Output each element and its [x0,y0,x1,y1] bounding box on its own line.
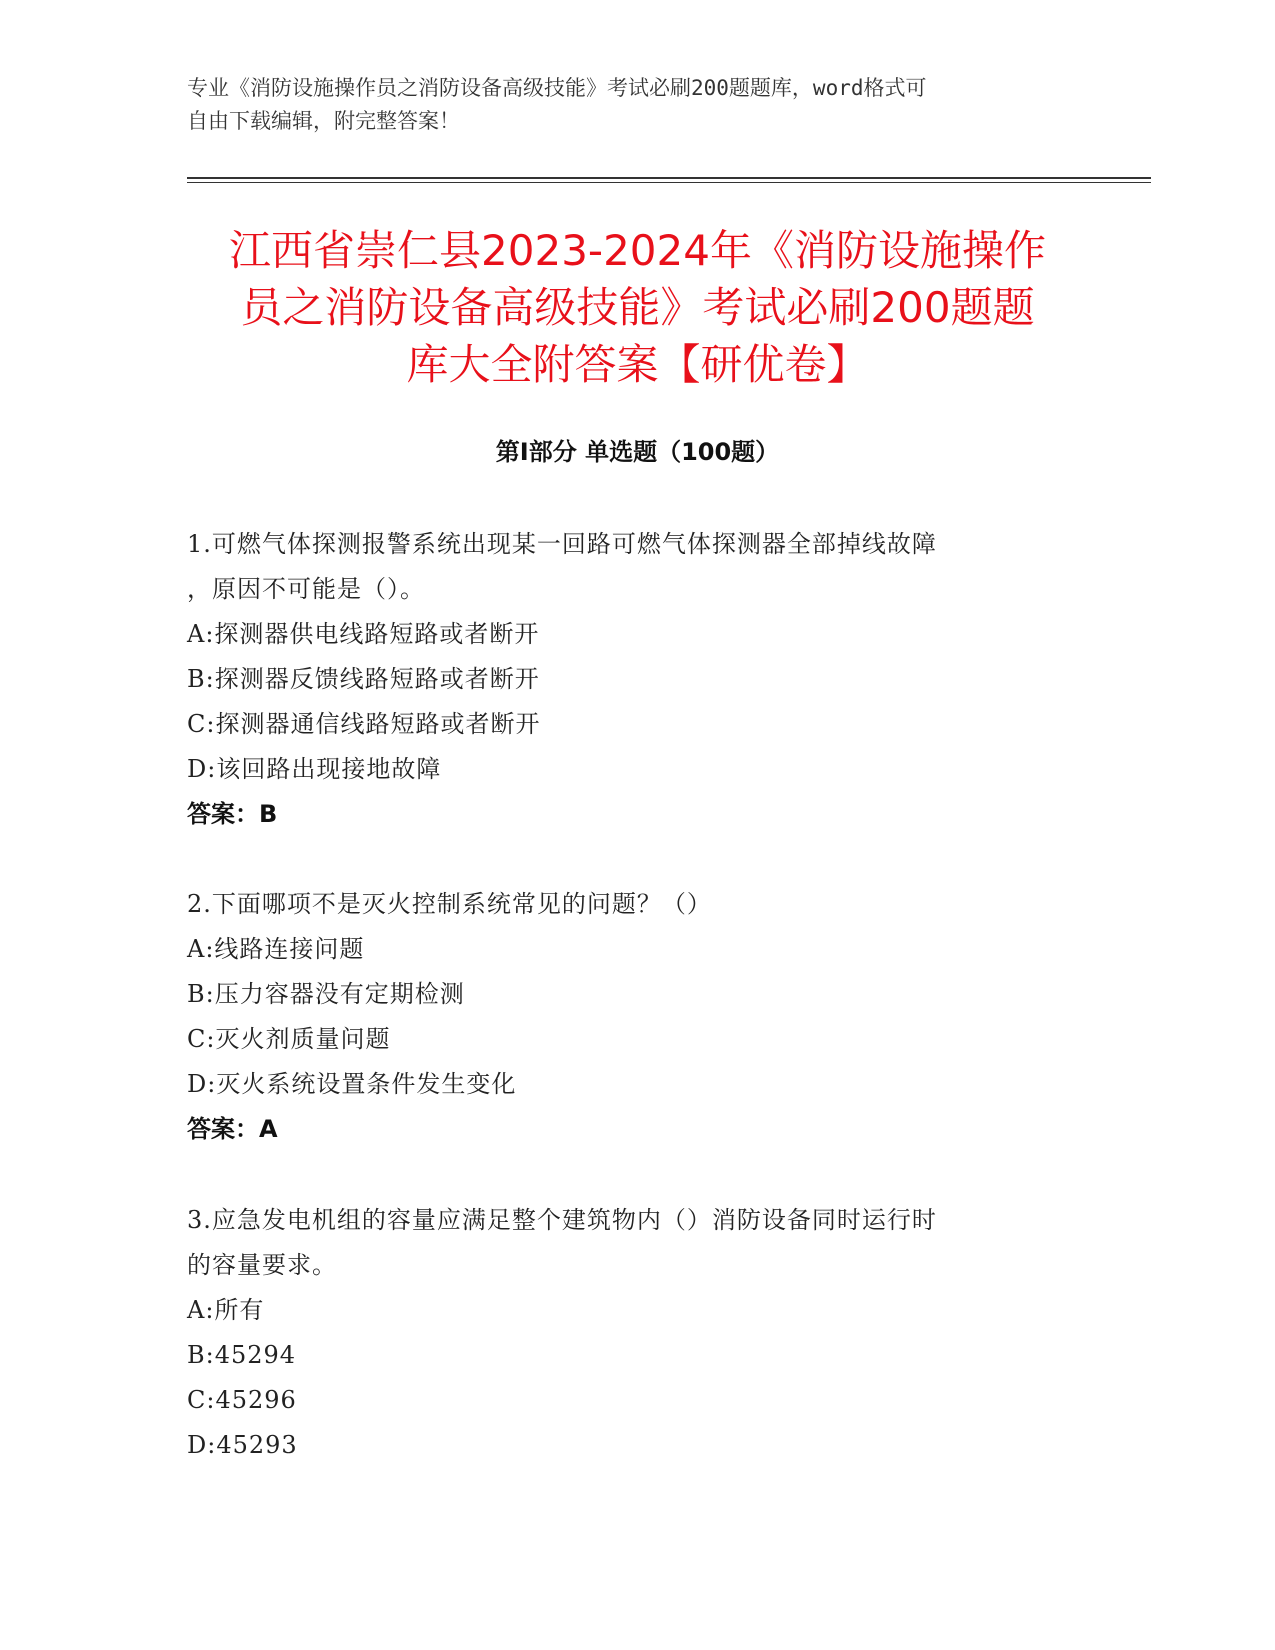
option-d: D:45293 [187,1431,298,1459]
header-note-line-2: 自由下载编辑，附完整答案！ [187,109,460,133]
question-stem-continued: 的容量要求。 [187,1251,337,1279]
option-a: A:所有 [187,1296,265,1324]
question-block [187,522,1087,837]
option-c: C:45296 [187,1386,297,1414]
document-header-note [187,72,1067,138]
option-d: D:灭火系统设置条件发生变化 [187,1070,517,1098]
option-c: C:灭火剂质量问题 [187,1025,391,1053]
option-b: B:探测器反馈线路短路或者断开 [187,665,540,693]
option-b: B:45294 [187,1341,297,1369]
title-line-2: 员之消防设备高级技能》考试必刷200题题 [240,283,1035,332]
question-stem-continued: ，原因不可能是（）。 [187,575,425,603]
option-d: D:该回路出现接地故障 [187,755,442,783]
question-stem: 1.可燃气体探测报警系统出现某一回路可燃气体探测器全部掉线故障 [187,530,937,558]
option-a: A:探测器供电线路短路或者断开 [187,620,540,648]
title-line-1: 江西省崇仁县2023-2024年《消防设施操作 [229,226,1046,275]
answer-label: 答案：B [187,800,278,828]
option-c: C:探测器通信线路短路或者断开 [187,710,541,738]
question-stem: 3.应急发电机组的容量应满足整个建筑物内（）消防设备同时运行时 [187,1206,937,1234]
question-block [187,1198,1087,1468]
section-heading: 第I部分 单选题（100题） [495,438,780,466]
question-block [187,882,1087,1152]
answer-label: 答案：A [187,1115,278,1143]
option-a: A:线路连接问题 [187,935,365,963]
option-b: B:压力容器没有定期检测 [187,980,465,1008]
document-title [150,222,1125,393]
question-stem: 2.下面哪项不是灭火控制系统常见的问题？（） [187,890,712,918]
header-divider-thin [187,182,1151,183]
header-divider-thick [187,177,1151,179]
header-note-line-1: 专业《消防设施操作员之消防设备高级技能》考试必刷200题题库，word格式可 [187,76,927,100]
title-line-3: 库大全附答案【研优卷】 [406,340,869,389]
